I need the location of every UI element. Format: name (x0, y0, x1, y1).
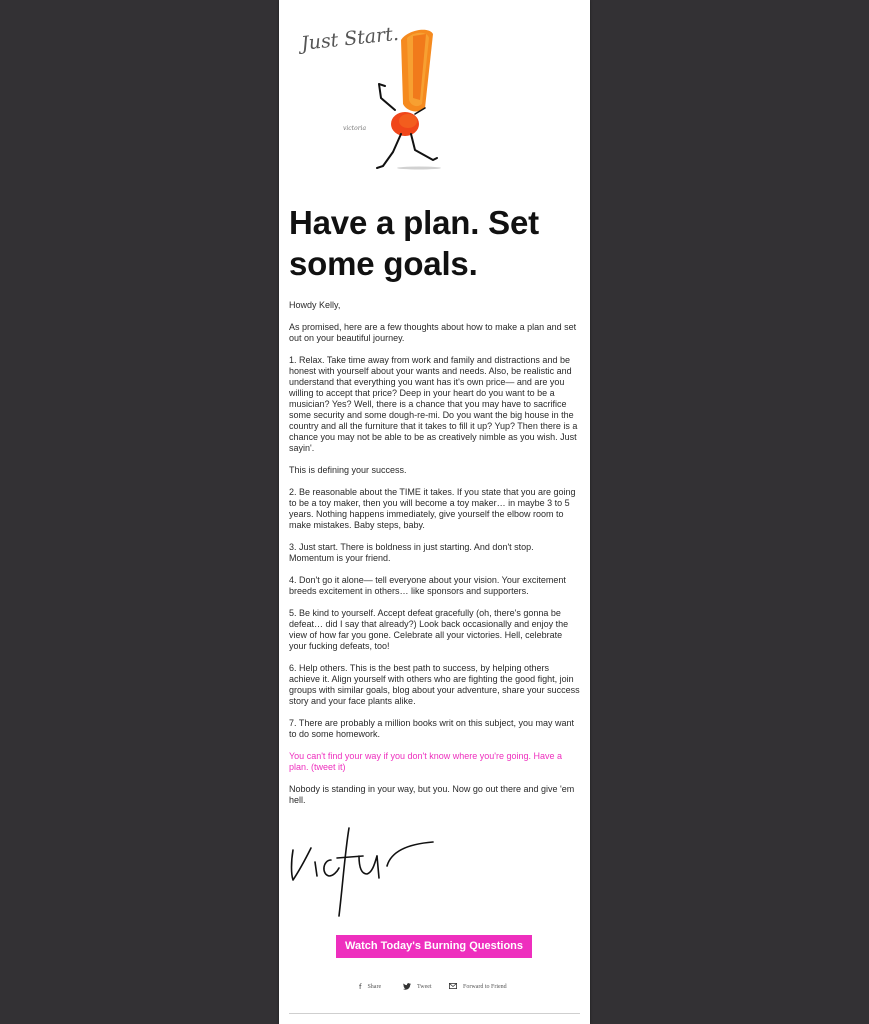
exclamation-figure (377, 30, 441, 170)
article-headline: Have a plan. Set some goals. (289, 204, 539, 282)
paragraph-time: 2. Be reasonable about the TIME it takes. If you state that you are going to be a toy maker, then you will become a toy maker… in maybe 3 to 5 years. Nothing happens immediately, give yourself the elbow room to make mistakes. Baby steps, baby. (289, 487, 576, 530)
hero-artist-mark: victoria (343, 125, 367, 132)
hero-tagline: Just Start. (300, 22, 400, 55)
paragraph-dont-go-alone: 4. Don't go it alone— tell everyone about your vision. Your excitement breeds excitement in others… like sponsors and supporters. (289, 575, 566, 596)
tweet-label: Tweet (417, 984, 432, 990)
greeting: Howdy Kelly, (289, 300, 341, 310)
paragraph-defining-success: This is defining your success. (289, 465, 407, 475)
forward-to-friend-link[interactable] (449, 980, 507, 994)
twitter-icon (403, 983, 411, 992)
paragraph-just-start: 3. Just start. There is boldness in just starting. And don't stop. Momentum is your friend. (289, 542, 534, 563)
tweet-quote-link[interactable]: You can't find your way if you don't know where you're going. Have a plan. (tweet it) (289, 751, 562, 772)
closing-paragraph: Nobody is standing in your way, but you. Now go out there and give 'em hell. (289, 784, 575, 805)
forward-label: Forward to Friend (463, 984, 507, 990)
paragraph-relax: 1. Relax. Take time away from work and family and distractions and be honest with yourself about your wants and needs. Also, be realistic and understand that everything you want has it's own price— and are you willing to accept that price? Deep in your heart do you want to be a musician? Yes? Well, there is a chance that you may have to sacrifice some security and some dough-re-mi. Do you want the big house in the country and all the furniture that it takes to fill it up? Yup? Then there is a chance you may not be able to be as creatively nimble as you wish. Just sayin'. (289, 355, 578, 453)
footer-divider (289, 1013, 580, 1014)
share-label: Share (367, 984, 382, 990)
email-canvas (279, 0, 590, 1024)
article-body (289, 300, 581, 817)
paragraph-help-others: 6. Help others. This is the best path to success, by helping others achieve it. Align yourself with others who are fighting the good fight, join groups with similar goals, blog about your adventure, share your success story and your face plants alike. (289, 663, 580, 706)
signature (287, 822, 447, 922)
tweet-link[interactable] (403, 980, 432, 994)
envelope-icon (449, 983, 457, 991)
facebook-icon: f (359, 983, 362, 991)
paragraph-be-kind: 5. Be kind to yourself. Accept defeat gracefully (oh, there's gonna be defeat… did I say that already?) Look back occasionally and enjoy the view of how far you gone. Celebrate all your victories. Hell, celebrate your fucking defeats, too! (289, 608, 569, 651)
watch-burning-questions-button[interactable]: Watch Today's Burning Questions (336, 935, 532, 958)
social-share-bar (279, 980, 590, 994)
hero-illustration (279, 0, 590, 190)
paragraph-homework: 7. There are probably a million books writ on this subject, you may want to do some homework. (289, 718, 574, 739)
share-link[interactable] (359, 980, 381, 994)
paragraph-intro: As promised, here are a few thoughts about how to make a plan and set out on your beautiful journey. (289, 322, 577, 343)
